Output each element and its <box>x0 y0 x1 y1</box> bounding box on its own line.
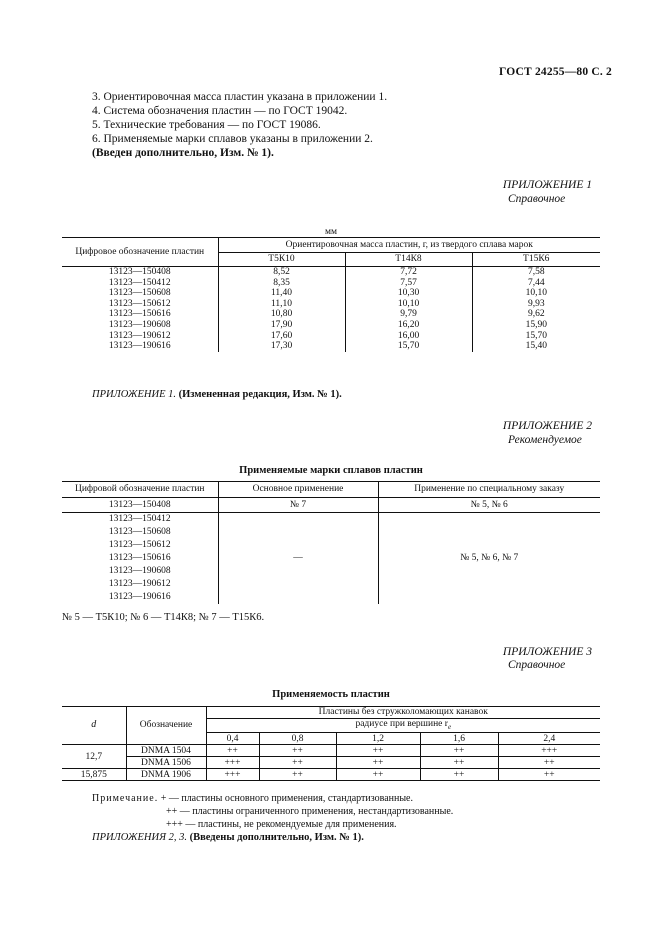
cell-value: 11,40 <box>218 288 345 299</box>
cell-value: 17,60 <box>218 331 345 342</box>
cell-value: 9,62 <box>527 309 545 320</box>
table-row <box>62 341 600 352</box>
intro-line-3: 3. Ориентировочная масса пластин указана в приложении 1. <box>92 91 388 103</box>
cell-designation: 13123—190608 <box>62 320 218 331</box>
col-header-d: d <box>62 707 126 745</box>
cell-designation: 13123—190608 <box>62 565 218 578</box>
cell-designation: 13123—190612 <box>62 578 218 591</box>
cell-value: 17,90 <box>218 320 345 331</box>
cell-designation: 13123—190612 <box>62 331 218 342</box>
cell-applicability: ++ <box>420 769 498 781</box>
note-line-3: +++ — пластины, не рекомендуемые для применения. <box>166 819 397 830</box>
cell-applicability: ++ <box>259 757 336 769</box>
appendix2-status: Рекомендуемое <box>508 434 582 446</box>
cell-designation: DNMA 1506 <box>126 757 206 769</box>
table-row <box>62 757 600 769</box>
appendix3-footer-text: (Введены дополнительно, Изм. № 1). <box>189 832 364 843</box>
intro-added-note: (Введен дополнительно, Изм. № 1). <box>92 147 274 159</box>
col-header-radius: 0,4 <box>206 733 259 745</box>
cell-designation: DNMA 1504 <box>126 745 206 757</box>
cell-value: 15,90 <box>525 319 547 330</box>
intro-line-6: 6. Применяемые марки сплавов указаны в приложении 2. <box>92 133 373 145</box>
cell-special-use: № 5, № 6 <box>470 499 508 510</box>
col-header-designation: Цифровое обозначение пластин <box>62 238 218 267</box>
cell-value: 16,00 <box>345 331 472 342</box>
col-header-radius: 1,2 <box>336 733 420 745</box>
appendix1-revision-label: ПРИЛОЖЕНИЕ 1. <box>92 389 176 400</box>
cell-designation: 13123—150616 <box>62 309 218 320</box>
cell-value: 7,72 <box>345 267 472 278</box>
col-header-radius: 1,6 <box>420 733 498 745</box>
cell-value: 7,44 <box>527 277 545 288</box>
cell-applicability: ++ <box>336 769 420 781</box>
cell-value: 9,79 <box>345 309 472 320</box>
table-row <box>62 267 600 278</box>
cell-designation: 13123—150612 <box>62 539 218 552</box>
col-header-designation: Цифровой обозначение пластин <box>62 482 218 498</box>
col-header-main-use: Основное применение <box>218 482 378 498</box>
cell-applicability: +++ <box>206 769 259 781</box>
col-header-grade: Т15К6 <box>523 254 550 265</box>
table-row <box>62 513 600 527</box>
cell-value: 15,70 <box>525 330 547 341</box>
note-line-1 <box>92 793 413 805</box>
intro-line-4: 4. Система обозначения пластин — по ГОСТ 19042. <box>92 105 348 117</box>
cell-special-use-merged: № 5, № 6, № 7 <box>460 553 519 564</box>
cell-applicability: ++ <box>336 757 420 769</box>
cell-applicability: ++ <box>543 757 555 768</box>
cell-value: 7,58 <box>527 267 545 277</box>
table-row <box>62 288 600 299</box>
table-row <box>62 320 600 331</box>
cell-applicability: ++ <box>543 769 555 780</box>
cell-value: 10,10 <box>525 288 547 299</box>
col-header-grade: Т14К8 <box>345 253 472 267</box>
note-label: Примечание. <box>92 793 159 804</box>
intro-line-5: 5. Технические требования — по ГОСТ 19086. <box>92 119 321 131</box>
table-row <box>62 299 600 310</box>
cell-designation: 13123—190616 <box>62 591 218 604</box>
cell-designation: 13123—150408 <box>62 498 218 513</box>
appendix3-table <box>62 706 600 781</box>
cell-designation: 13123—190616 <box>62 341 218 352</box>
table-row <box>62 769 600 781</box>
note-line-2: ++ — пластины ограниченного применения, нестандартизованные. <box>166 806 454 817</box>
appendix2-table <box>62 481 600 604</box>
cell-value: 8,52 <box>218 267 345 278</box>
col-header-radius: 0,8 <box>259 733 336 745</box>
cell-value: 16,20 <box>345 320 472 331</box>
table-row <box>62 498 600 513</box>
col-header-designation: Обозначение <box>126 707 206 745</box>
cell-applicability: ++ <box>259 769 336 781</box>
col-header-mass-group: Ориентировочная масса пластин, г, из твердого сплава марок <box>218 238 600 253</box>
appendix2-legend: № 5 — Т5К10; № 6 — Т14К8; № 7 — Т15К6. <box>62 612 265 623</box>
cell-value: 9,93 <box>527 298 545 309</box>
cell-designation: 13123—150412 <box>62 278 218 289</box>
col-header-radius-group <box>206 719 600 733</box>
cell-value: 7,57 <box>345 278 472 289</box>
cell-value: 8,35 <box>218 278 345 289</box>
cell-designation: 13123—150412 <box>62 513 218 527</box>
note-text: + — пластины основного применения, стандартизованные. <box>160 793 413 804</box>
col-header-plates-group: Пластины без стружколомающих канавок <box>206 707 600 719</box>
table-row <box>62 745 600 757</box>
cell-designation: 13123—150608 <box>62 526 218 539</box>
appendix3-footer-label: ПРИЛОЖЕНИЯ 2, 3. <box>92 832 187 843</box>
cell-value: 15,40 <box>525 341 547 352</box>
appendix3-footer <box>92 832 364 844</box>
col-header-special-use: Применение по специальному заказу <box>414 484 565 495</box>
cell-designation: 13123—150608 <box>62 288 218 299</box>
cell-value: 11,10 <box>218 299 345 310</box>
cell-value: 10,10 <box>345 299 472 310</box>
appendix1-table <box>62 237 600 352</box>
document-header: ГОСТ 24255—80 С. 2 <box>499 66 612 78</box>
appendix1-title: ПРИЛОЖЕНИЕ 1 <box>502 179 592 191</box>
cell-designation: DNMA 1906 <box>126 769 206 781</box>
appendix1-status: Справочное <box>508 193 566 205</box>
cell-value: 15,70 <box>345 341 472 352</box>
table-row <box>62 278 600 289</box>
cell-main-use: № 7 <box>218 498 378 513</box>
radius-subscript: e <box>447 722 452 731</box>
cell-applicability: +++ <box>206 757 259 769</box>
cell-applicability: ++ <box>336 745 420 757</box>
appendix1-unit: мм <box>324 227 338 237</box>
cell-applicability: ++ <box>259 745 336 757</box>
col-header-radius: 2,4 <box>543 733 556 744</box>
cell-applicability: ++ <box>420 757 498 769</box>
table-row <box>62 309 600 320</box>
cell-value: 17,30 <box>218 341 345 352</box>
cell-designation: 13123—150612 <box>62 299 218 310</box>
appendix3-status: Справочное <box>508 659 566 671</box>
cell-value: 10,80 <box>218 309 345 320</box>
cell-designation: 13123—150616 <box>62 552 218 565</box>
appendix3-title: ПРИЛОЖЕНИЕ 3 <box>502 646 592 658</box>
cell-main-use-merged: — <box>218 513 378 605</box>
col-header-grade: Т5К10 <box>218 253 345 267</box>
appendix2-title: ПРИЛОЖЕНИЕ 2 <box>502 420 592 432</box>
cell-d: 12,7 <box>62 745 126 769</box>
cell-applicability: ++ <box>206 745 259 757</box>
cell-designation: 13123—150408 <box>62 267 218 278</box>
appendix1-revision <box>92 388 342 402</box>
radius-label: радиусе при вершине r <box>355 719 448 729</box>
cell-value: 10,30 <box>345 288 472 299</box>
cell-d: 15,875 <box>62 769 126 781</box>
appendix3-caption: Применяемость пластин <box>272 689 390 700</box>
appendix1-revision-text: (Измененная редакция, Изм. № 1). <box>178 389 342 400</box>
appendix2-caption: Применяемые марки сплавов пластин <box>239 465 423 476</box>
cell-applicability: ++ <box>420 745 498 757</box>
table-row <box>62 331 600 342</box>
cell-applicability: +++ <box>541 745 558 756</box>
